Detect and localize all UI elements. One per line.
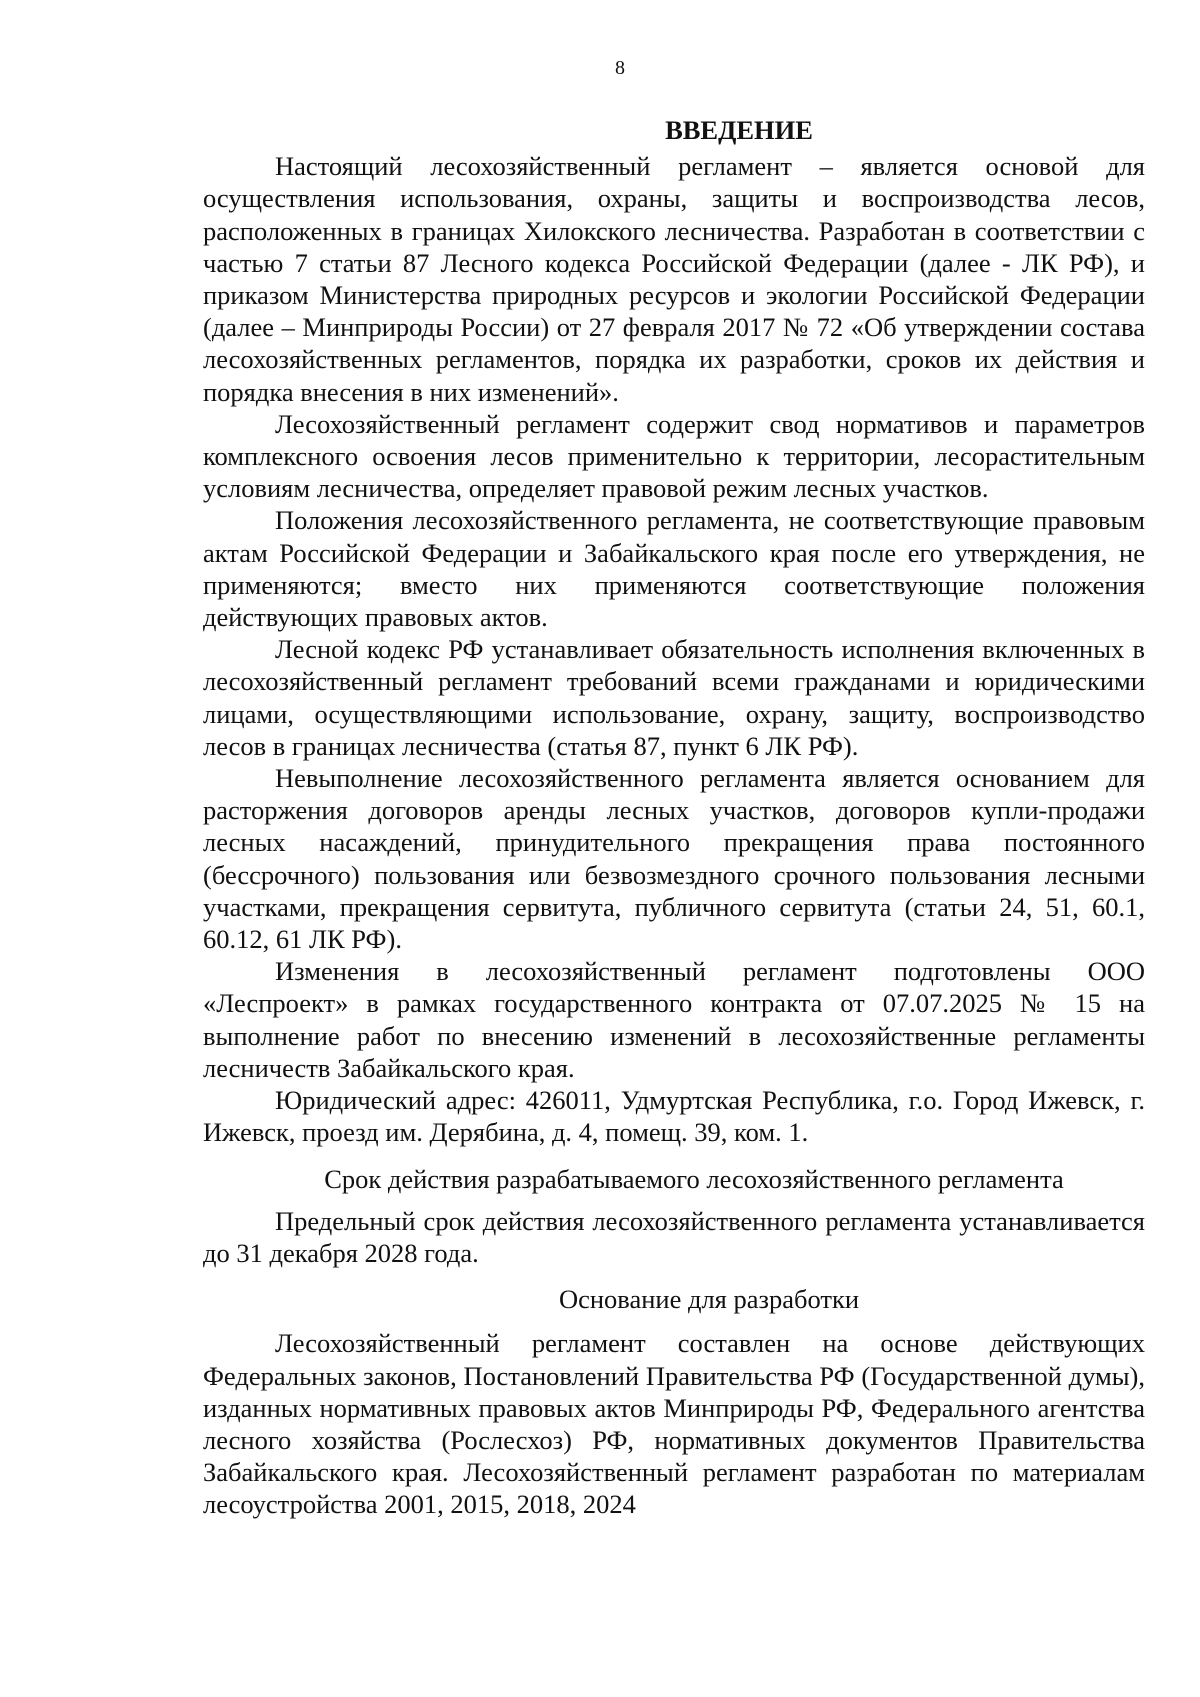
basis-heading: Основание для разработки [558,1284,860,1315]
intro-paragraph-2: Лесохозяйственный регламент содержит свод нормативов и параметров комплексного освоения лесов применительно к территории, лесорастительным условиям лесничества, определяет правовой режим лесных участков. [203,408,1145,504]
intro-paragraph-3: Положения лесохозяйственного регламента, не соответствующие правовым актам Российской Федерации и Забайкальского края после его утверждения, не применяются; вместо них применяются соответствующие положения действующих правовых актов. [203,505,1145,633]
intro-paragraph-5: Невыполнение лесохозяйственного регламента является основанием для расторжения договоров аренды лесных участков, договоров купли-продажи лесных насаждений, принудительного прекращения права постоянного (бессрочного) пользования или безвозмездного срочного пользования лесными участками, прекращения сервитута, публичного сервитута (статьи 24, 51, 60.1, 60.12, 61 ЛК РФ). [203,763,1145,955]
intro-paragraph-4: Лесной кодекс РФ устанавливает обязательность исполнения включенных в лесохозяйственный регламент требований всеми гражданами и юридическими лицами, осуществляющими использование, охрану, защиту, воспроизводство лесов в границах лесничества (статья 87, пункт 6 ЛК РФ). [203,634,1145,761]
intro-paragraph-1: Настоящий лесохозяйственный регламент – является основой для осуществления использования, охраны, защиты и воспроизводства лесов, расположенных в границах Хилокского лесничества. Разработан в соответствии с частью 7 статьи 87 Лесного кодекса Российской Федерации (далее - ЛК РФ), и приказом Министерства природных ресурсов и экологии Российской Федерации (далее – Минприроды России) от 27 февраля 2017 № 72 «Об утверждении состава лесохозяйственных регламентов, порядка их разработки, сроков их действия и порядка внесения в них изменений». [203,151,1145,407]
page-content [203,114,1145,1521]
intro-paragraph-6: Изменения в лесохозяйственный регламент подготовлены ООО «Леспроект» в рамках государственного контракта от 07.07.2025 № 15 на выполнение работ по внесению изменений в лесохозяйственные регламенты лесничеств Забайкальского края. [203,956,1145,1083]
page-title: ВВЕДЕНИЕ [665,115,813,145]
validity-paragraph: Предельный срок действия лесохозяйственного регламента устанавливается до 31 декабря 2028 года. [203,1205,1145,1268]
page-number: 8 [615,57,625,79]
basis-paragraph: Лесохозяйственный регламент составлен на основе действующих Федеральных законов, Постановлений Правительства РФ (Государственной думы), изданных нормативных правовых актов Минприроды РФ, Федерального агентства лесного хозяйства (Рослесхоз) РФ, нормативных документов Правительства Забайкальского края. Лесохозяйственный регламент разработан по материалам лесоустройства 2001, 2015, 2018, 2024 [203,1328,1145,1520]
intro-paragraph-7: Юридический адрес: 426011, Удмуртская Республика, г.о. Город Ижевск, г. Ижевск, проезд им. Дерябина, д. 4, помещ. 39, ком. 1. [203,1085,1145,1148]
validity-heading: Срок действия разрабатываемого лесохозяйственного регламента [324,1163,1064,1194]
